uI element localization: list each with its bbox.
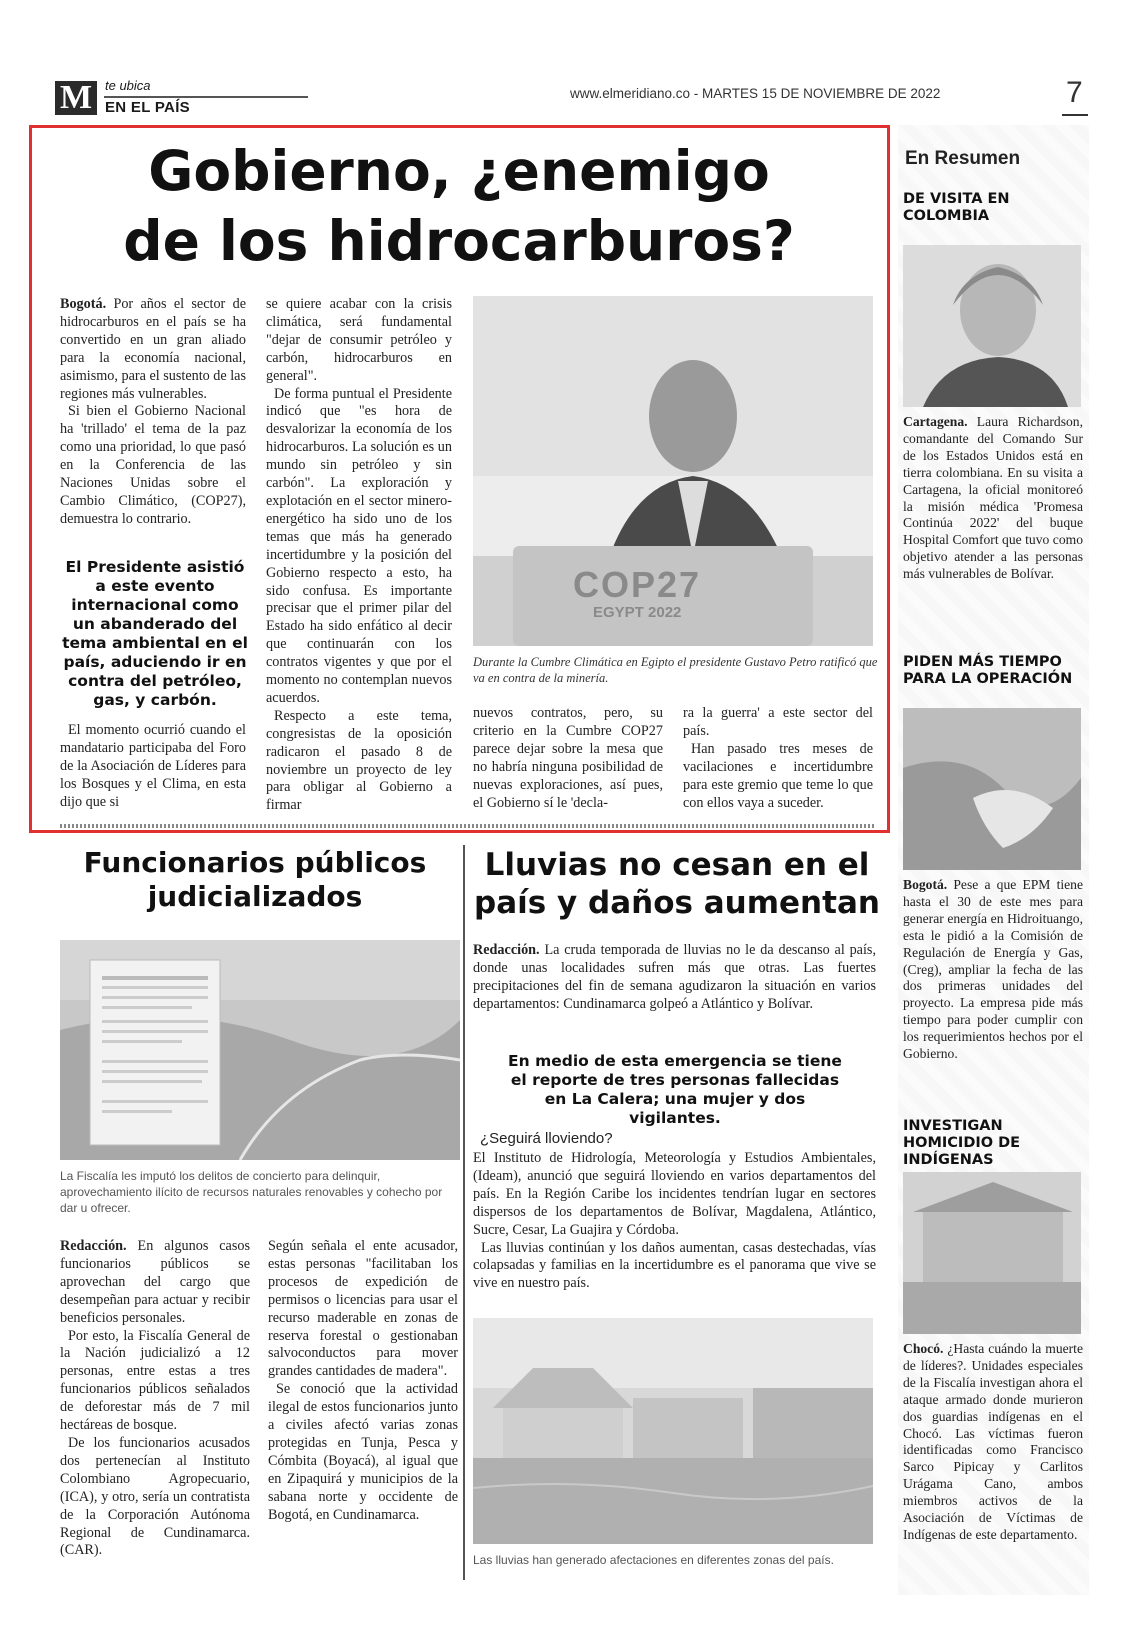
story3-p1: La cruda temporada de lluvias no le da descanso al país, donde unas localidades sufren más que otras. Las fuertes precipitaciones del fin de semana agudizaron la situación en varios departamentos: Cundinamarca golpeó a Atlántico y Bolívar. [473,942,876,1012]
story3-p3: Las lluvias continúan y los daños aumentan, casas destechadas, vías colapsadas y familias en la incertidumbre es el panorama que vive se vive en nuestro país. [473,1239,876,1292]
page-number-rule [1062,114,1088,116]
story3-headline [472,846,882,922]
story2-col-2 [268,1238,458,1525]
cop27-photo-caption: Durante la Cumbre Climática en Egipto el presidente Gustavo Petro ratificó que va en contra de la minería. [473,655,878,685]
podium-subtext: EGYPT 2022 [593,604,682,621]
story2-col2-p1: Según señala el ente acusador, estas personas "facilitaban los procesos de expedición de permisos o licencias para usar el recurso maderable en zonas de reserva forestal o gestionaban salvoconductos para mover grandes cantidades de madera". [268,1238,458,1380]
main-col2-p1: se quiere acabar con la crisis climática, será fundamental "dejar de consumir petróleo y carbón, hidrocarburos en general". [266,296,452,384]
story3-subhead: ¿Seguirá lloviendo? [480,1130,613,1147]
sidebar-item1-dateline: Cartagena. [903,414,968,429]
main-col1-p2: Si bien el Gobierno Nacional ha 'trillado' el tema de la paz como una prioridad, lo que pasó en la Conferencia de las Naciones Unidas sobre el Cambio Climático, (COP27), demuestra lo contrario. [60,403,246,527]
hidroituango-photo [903,708,1081,870]
main-col3-text: nuevos contratos, pero, su criterio en la Cumbre COP27 parece dejar sobre la mesa que no habría ninguna posibilidad de nuevas exploraciones, así pues, el Gobierno sí le 'decla- [473,705,663,811]
page-number: 7 [1066,76,1083,109]
story2-headline-line1: Funcionarios públicos [83,846,427,879]
section-kicker: te ubica [105,78,151,93]
portrait-photo-icon [903,245,1081,407]
cop27-photo [473,296,873,646]
sidebar-item2-dateline: Bogotá. [903,877,948,892]
deforestation-photo-caption: La Fiscalía les imputó los delitos de concierto para delinquir, aprovechamiento ilícito de recursos naturales renovables y cohecho por dar u ofrecer. [60,1169,443,1215]
story2-col1-p1: En algunos casos funcionarios públicos se aprovechan del cargo que desempeñan para actuar y recibir beneficios personales. [60,1238,250,1326]
main-col4-p1: ra la guerra' a este sector del país. [683,705,873,739]
header-date-line: www.elmeridiano.co - MARTES 15 DE NOVIEMBRE DE 2022 [570,86,941,101]
main-headline-line2: de los hidrocarburos? [123,209,795,273]
story2-col1-p2: Por esto, la Fiscalía General de la Nación judicializó a 12 personas, entre estas a tres funcionarios públicos señalados de deforestar más de 7 mil hectáreas de bosque. [60,1327,250,1434]
story3-pullquote: En medio de esta emergencia se tiene el reporte de tres personas fallecidas en La Calera; una mujer y dos vigilantes. [508,1052,842,1127]
sidebar-item1-head: DE VISITA EN COLOMBIA [903,191,1010,224]
story2-col1-p3: De los funcionarios acusados dos pertenecían al Instituto Colombiano Agropecuario, (ICA), y otro, sería un contratista de la Corporación Autónoma Regional de Cundinamarca. (CAR). [60,1434,250,1559]
main-col-2 [266,296,452,815]
main-dateline: Bogotá. [60,296,107,312]
sidebar-item3-head: INVESTIGAN HOMICIDIO DE INDÍGENAS [903,1118,1021,1168]
deforestation-photo-icon [60,940,460,1160]
podium-text: COP27 [573,564,702,605]
main-story-bottom-rule [60,824,875,828]
story3-p2: El Instituto de Hidrología, Meteorología y Estudios Ambientales, (Ideam), anunció que seguirá lloviendo en varios departamentos del país. En la Región Caribe los incidentes tendrían lugar en sectores dispersos de los departamentos de Bolívar, Magdalena, Atlántico, Sucre, Cesar, La Guajira y Córdoba. [473,1150,876,1238]
flood-photo-icon [473,1318,873,1544]
story3-dateline: Redacción. [473,942,540,958]
story3-intro [473,942,876,1014]
main-col-4 [683,705,873,812]
main-headline [40,136,878,276]
main-pullquote: El Presidente asistió a este evento internacional como un abanderado del tema ambiental en el país, aduciendo ir en contra del petróleo, gas, y carbón. [62,558,248,709]
sidebar-item2-text [903,877,1083,1063]
sidebar-item2-head: PIDEN MÁS TIEMPO PARA LA OPERACIÓN [903,654,1073,687]
dam-photo-icon [903,708,1081,870]
sidebar-item3-body: ¿Hasta cuándo la muerte de líderes?. Unidades especiales de la Fiscalía investigan ahora el ataque armado donde murieron dos guardias indígenas en el Chocó. Las víctimas fueron identificadas como Francisco Sarco Pipicay y Carlitos Urágama Cano, ambos miembros activos de la Asociación de Víctimas de Indígenas de este departamento. [903,1341,1083,1542]
deforestation-photo [60,940,460,1160]
newspaper-logo: M [55,81,97,115]
sidebar-title: En Resumen [905,148,1021,169]
main-col1-p3: El momento ocurrió cuando el mandatario participaba del Foro de la Asociación de Líderes para los Bosques y el Clima, en esta dijo que si [60,722,246,810]
story2-headline-line2: judicializados [147,880,363,913]
main-col1-p1: Por años el sector de hidrocarburos en el país se ha convertido en un gran aliado para la economía nacional, asimismo, para el sustento de las regiones más vulnerables. [60,296,246,402]
story3-headline-line1: Lluvias no cesan en el [484,847,870,883]
main-col-1 [60,296,246,529]
choco-photo [903,1172,1081,1334]
sidebar-item1-body: Laura Richardson, comandante del Comando Sur de los Estados Unidos está en tierra colombiana. En su visita a Cartagena, la oficial monitoreó la misión médica 'Promesa Continúa 2022' del buque Hospital Comfort que tuvo como objetivo atender a las personas más vulnerables de Bolívar. [903,414,1083,582]
village-photo-icon [903,1172,1081,1334]
column-divider [463,845,465,1580]
sidebar-item3-text [903,1341,1083,1544]
sidebar-item3-dateline: Chocó. [903,1341,944,1356]
main-col1-tail [60,722,246,812]
main-col-3 [473,705,663,812]
flood-photo-caption: Las lluvias han generado afectaciones en diferentes zonas del país. [473,1553,834,1567]
flood-photo [473,1318,873,1544]
richardson-photo [903,245,1081,407]
story2-col2-p2: Se conoció que la actividad ilegal de estos funcionarios junto a civiles afectó varias zonas protegidas en Tunja, Pesca y Cómbita (Boyacá), al igual que en Zipaquirá y municipios de la sabana norte y occidente de Bogotá, en Cundinamarca. [268,1381,458,1523]
sidebar-item1-text [903,414,1083,583]
story3-headline-line2: país y daños aumentan [474,885,880,921]
main-col4-p2: Han pasado tres meses de vacilaciones e incertidumbre para este gremio que teme lo que con ellos vaya a suceder. [683,740,873,811]
section-rule [104,96,308,98]
main-col2-p3: Respecto a este tema, congresistas de la oposición radicaron el pasado 8 de noviembre un proyecto de ley para obligar al Gobierno a firmar [266,707,452,814]
story2-headline [60,846,450,914]
section-name: EN EL PAÍS [105,99,190,116]
story3-body [473,1150,876,1293]
sidebar-item2-body: Pese a que EPM tiene hasta el 30 de este mes para generar energía en Hidroituango, esta le pidió a la Comisión de Regulación de Energía y Gas, (Creg), ampliar la fecha de las dos primeras unidades del proyecto. La empresa pide más tiempo para poder cumplir con los requerimientos hechos por el Gobierno. [903,877,1083,1062]
main-col2-p2: De forma puntual el Presidente indicó que "es hora de desvalorizar la economía de los hidrocarburos. La solución es un mundo sin petróleo y sin carbón". La exploración y explotación en el sector minero-energético ha sido uno de los temas que más ha generado incertidumbre y la posición del Gobierno respecto a esto, ha sido confusa. Es importante precisar que el primer pilar del Estado ha sido enfático al decir que continuarán con los contratos vigentes y que por el momento no contemplan nuevos acuerdos. [266,385,452,706]
story2-dateline: Redacción. [60,1238,127,1254]
main-headline-line1: Gobierno, ¿enemigo [148,139,770,203]
story2-col-1 [60,1238,250,1560]
